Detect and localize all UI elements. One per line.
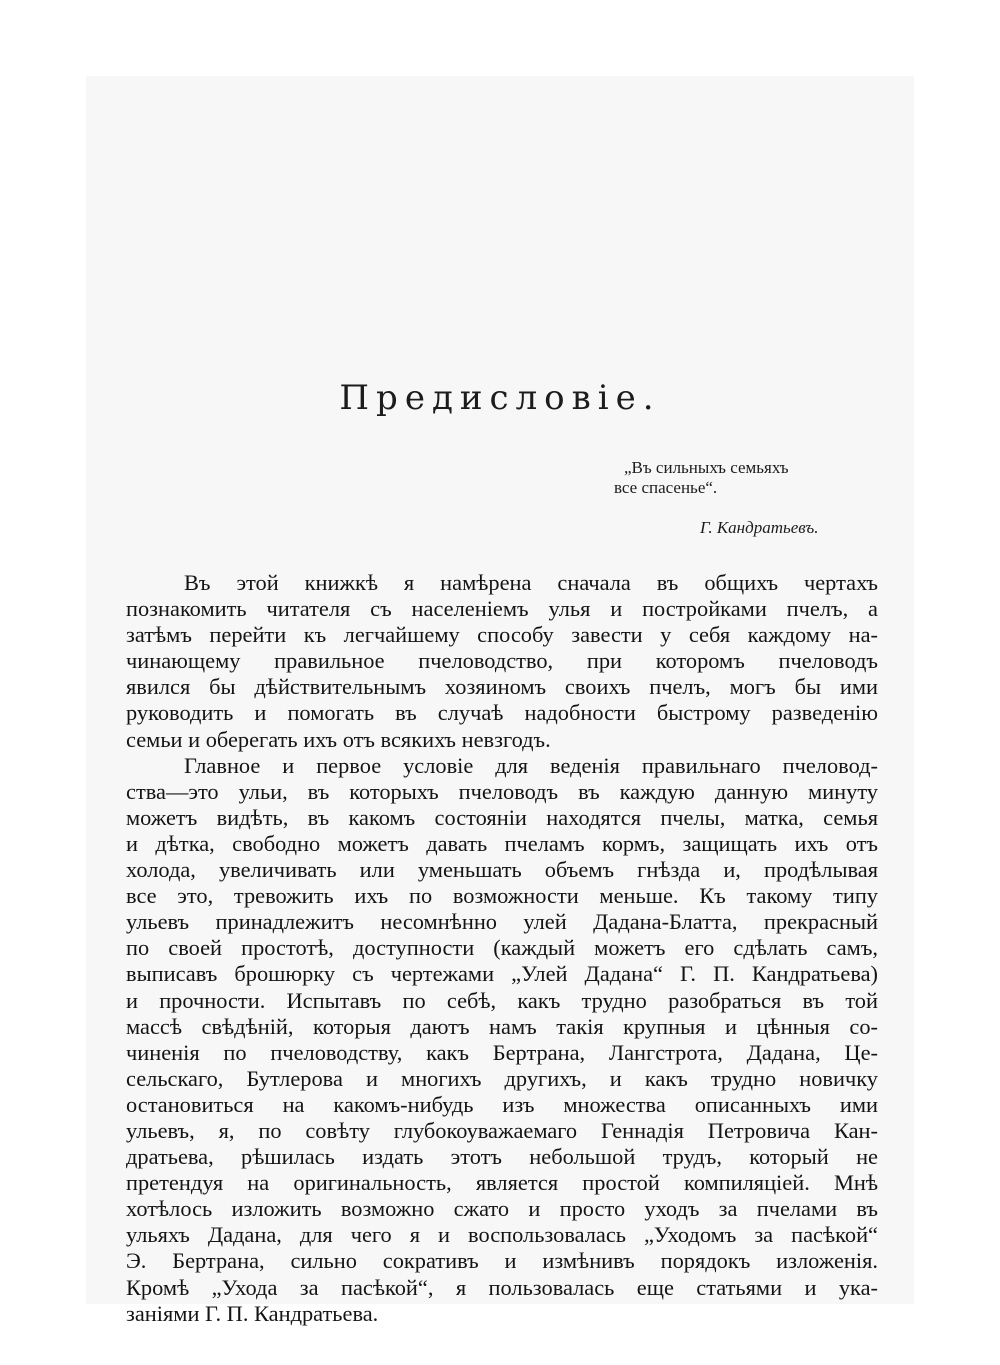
text-line: познакомить читателя съ населеніемъ улья и постройками пчелъ, а bbox=[126, 596, 878, 622]
text-line: затѣмъ перейти къ легчайшему способу завести у себя каждому на- bbox=[126, 622, 878, 648]
text-line: можетъ видѣть, въ какомъ состояніи находятся пчелы, матка, семья bbox=[126, 804, 878, 830]
text-line: руководить и помогать въ случаѣ надобности быстрому разведенію bbox=[126, 700, 878, 726]
text-line: выписавъ брошюрку съ чертежами „Улей Дадана“ Г. П. Кандратьева) bbox=[126, 961, 878, 987]
text-line: и дѣтка, свободно можетъ давать пчеламъ кормъ, защищать ихъ отъ bbox=[126, 830, 878, 856]
text-line: хотѣлось изложить возможно сжато и просто уходъ за пчелами въ bbox=[126, 1196, 878, 1222]
paragraph bbox=[126, 753, 878, 1327]
text-line: массѣ свѣдѣній, которыя даютъ намъ такія крупныя и цѣнныя со- bbox=[126, 1013, 878, 1039]
text-line: чиненія по пчеловодству, какъ Бертрана, Лангстрота, Дадана, Це- bbox=[126, 1039, 878, 1065]
text-line: Въ этой книжкѣ я намѣрена сначала въ общихъ чертахъ bbox=[184, 570, 878, 595]
text-line: остановиться на какомъ-нибудь изъ множества описанныхъ ими bbox=[126, 1091, 878, 1117]
body-text bbox=[126, 570, 878, 1327]
text-line: ства—это ульи, въ которыхъ пчеловодъ въ каждую данную минуту bbox=[126, 778, 878, 804]
epigraph-line: „Въ сильныхъ семьяхъ bbox=[624, 458, 789, 477]
epigraph bbox=[614, 458, 914, 498]
text-line: дратьева, рѣшилась издать этотъ небольшой трудъ, который не bbox=[126, 1144, 878, 1170]
text-line: Э. Бертрана, сильно сокративъ и измѣнивъ порядокъ изложенія. bbox=[126, 1248, 878, 1274]
text-line: Кромѣ „Ухода за пасѣкой“, я пользовалась еще статьями и ука- bbox=[126, 1274, 878, 1300]
text-line: явился бы дѣйствительнымъ хозяиномъ своихъ пчелъ, могъ бы ими bbox=[126, 674, 878, 700]
text-line: ульевъ принадлежитъ несомнѣнно улей Дадана-Блатта, прекрасный bbox=[126, 909, 878, 935]
text-line: сельскаго, Бутлерова и многихъ другихъ, и какъ трудно новичку bbox=[126, 1065, 878, 1091]
text-line: все это, тревожить ихъ по возможности меньше. Къ такому типу bbox=[126, 883, 878, 909]
text-line: и прочности. Испытавъ по себѣ, какъ трудно разобраться въ той bbox=[126, 987, 878, 1013]
text-line: семьи и оберегать ихъ отъ всякихъ невзгодъ. bbox=[126, 726, 551, 752]
text-line: по своей простотѣ, доступности (каждый можетъ его сдѣлать самъ, bbox=[126, 935, 878, 961]
epigraph-author: Г. Кандратьевъ. bbox=[700, 518, 819, 537]
text-line: ульевъ, я, по совѣту глубокоуважаемаго Геннадія Петровича Кан- bbox=[126, 1117, 878, 1143]
text-line: Главное и первое условіе для веденія правильнаго пчеловод- bbox=[184, 752, 878, 778]
page-title: Предисловіе. bbox=[339, 378, 661, 418]
text-line: холода, увеличивать или уменьшать объемъ гнѣзда и, продѣлывая bbox=[126, 857, 878, 883]
text-line: ульяхъ Дадана, для чего я и воспользовалась „Уходомъ за пасѣкой“ bbox=[126, 1222, 878, 1248]
text-line: заніями Г. П. Кандратьева. bbox=[126, 1300, 379, 1326]
paragraph bbox=[126, 570, 878, 753]
text-line: чинающему правильное пчеловодство, при которомъ пчеловодъ bbox=[126, 648, 878, 674]
epigraph-line: все спасенье“. bbox=[614, 478, 718, 497]
text-line: претендуя на оригинальность, является простой компиляціей. Мнѣ bbox=[126, 1170, 878, 1196]
